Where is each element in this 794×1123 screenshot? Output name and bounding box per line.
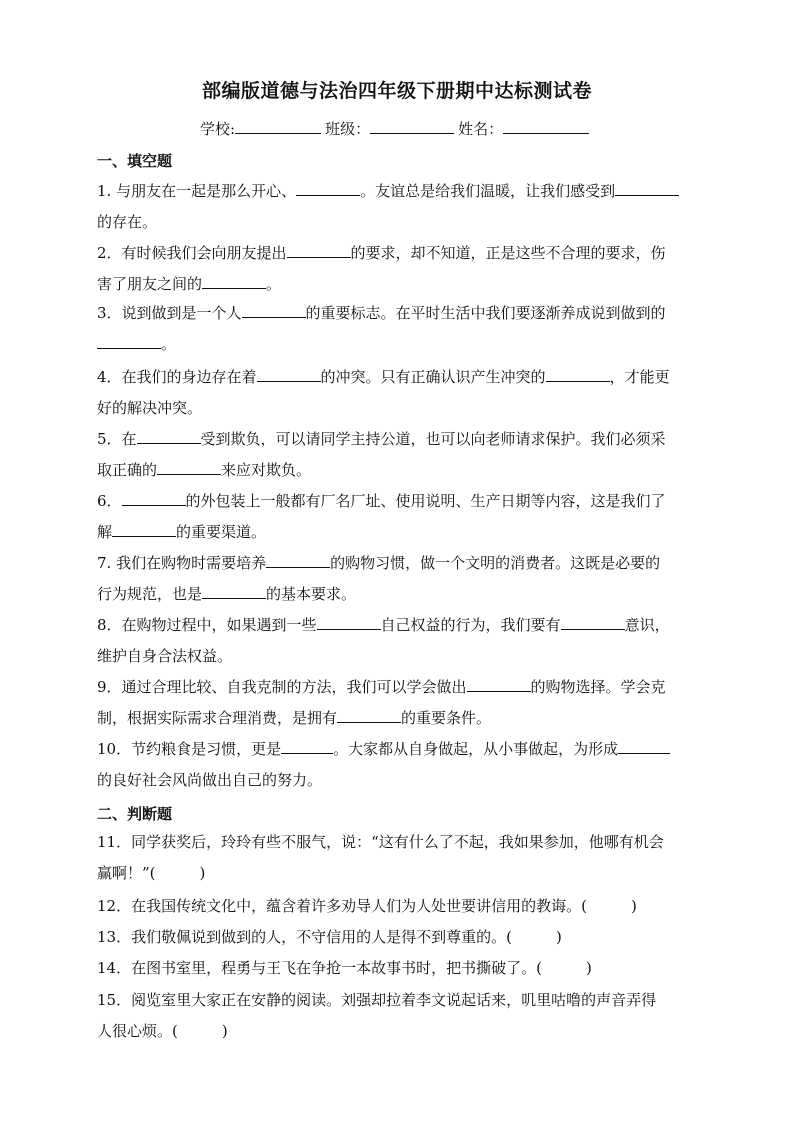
question-3 bbox=[97, 298, 697, 360]
answer-blank[interactable] bbox=[257, 363, 321, 382]
question-text: 9．通过合理比较、自我克制的方法，我们可以学会做出 bbox=[97, 678, 467, 696]
question-12 bbox=[97, 891, 697, 922]
question-text: 13．我们敬佩说到做到的人，不守信用的人是得不到尊重的。( bbox=[97, 928, 512, 946]
question-text: 1. 与朋友在一起是那么开心、 bbox=[97, 182, 297, 200]
name-label: 姓名： bbox=[458, 120, 504, 138]
answer-blank[interactable] bbox=[157, 456, 221, 475]
question-text: 行为规范，也是 bbox=[97, 585, 203, 603]
question-text: 的良好社会风尚做出自己的努力。 bbox=[97, 771, 323, 789]
question-4 bbox=[97, 362, 697, 424]
section-heading-judge: 二、判断题 bbox=[97, 805, 173, 823]
question-text: 15．阅览室里大家正在安静的阅读。刘强却拉着李文说起话来，叽里咕噜的声音弄得 bbox=[97, 991, 657, 1009]
question-text: 的重要标志。在平时生活中我们要逐渐养成说到做到的 bbox=[305, 304, 666, 322]
question-7 bbox=[97, 548, 697, 610]
question-6 bbox=[97, 486, 697, 548]
answer-blank[interactable] bbox=[546, 363, 610, 382]
question-text: 赢啊！”( bbox=[97, 864, 156, 882]
question-14 bbox=[97, 953, 697, 984]
question-text: 解 bbox=[97, 523, 113, 541]
question-text: 的基本要求。 bbox=[266, 585, 357, 603]
question-text: 11．同学获奖后，玲玲有些不服气，说：“这有什么了不起，我如果参加，他哪有机会 bbox=[97, 833, 664, 851]
question-text: 意识， bbox=[624, 616, 670, 634]
answer-blank[interactable] bbox=[122, 487, 186, 506]
answer-blank[interactable] bbox=[561, 611, 625, 630]
name-blank[interactable] bbox=[503, 119, 589, 134]
answer-blank[interactable] bbox=[97, 330, 161, 349]
question-11 bbox=[97, 827, 697, 889]
answer-blank[interactable] bbox=[618, 735, 670, 754]
question-15 bbox=[97, 985, 697, 1047]
question-text: 。 bbox=[161, 335, 177, 353]
class-blank[interactable] bbox=[370, 119, 454, 134]
page-title: 部编版道德与法治四年级下册期中达标测试卷 bbox=[201, 80, 592, 102]
answer-blank[interactable] bbox=[281, 735, 333, 754]
question-text: 的冲突。只有正确认识产生冲突的 bbox=[320, 368, 546, 386]
answer-blank[interactable] bbox=[202, 580, 266, 599]
question-text: 的重要渠道。 bbox=[176, 523, 267, 541]
question-text: 10．节约粮食是习惯，更是 bbox=[97, 740, 282, 758]
question-text: 人很心烦。( bbox=[97, 1022, 178, 1040]
question-text: ) bbox=[221, 1022, 228, 1040]
question-text: 的要求，却不知道，正是这些不合理的要求，伤 bbox=[350, 244, 666, 262]
question-2 bbox=[97, 238, 697, 300]
question-text: ) bbox=[199, 864, 206, 882]
question-text: 好的解决冲突。 bbox=[97, 399, 203, 417]
question-text: 害了朋友之间的 bbox=[97, 275, 203, 293]
question-text: 取正确的 bbox=[97, 461, 158, 479]
question-text: 7. 我们在购物时需要培养 bbox=[97, 554, 267, 572]
answer-blank[interactable] bbox=[242, 299, 306, 318]
question-10 bbox=[97, 734, 697, 796]
question-text: 的存在。 bbox=[97, 213, 158, 231]
question-text: 来应对欺负。 bbox=[221, 461, 312, 479]
question-text: 12．在我国传统文化中，蕴含着许多劝导人们为人处世要讲信用的教诲。( bbox=[97, 897, 587, 915]
school-blank[interactable] bbox=[235, 119, 321, 134]
answer-blank[interactable] bbox=[202, 270, 266, 289]
question-text: ) bbox=[630, 897, 637, 915]
question-8 bbox=[97, 610, 697, 672]
question-text: ) bbox=[555, 928, 562, 946]
question-text: 制，根据实际需求合理消费，是拥有 bbox=[97, 709, 338, 727]
question-text: 4．在我们的身边存在着 bbox=[97, 368, 257, 386]
question-text: 14．在图书室里，程勇与王飞在争抢一本故事书时，把书撕破了。( bbox=[97, 959, 542, 977]
question-5 bbox=[97, 424, 697, 486]
question-text: 8．在购物过程中，如果遇到一些 bbox=[97, 616, 317, 634]
question-text: 的外包装上一般都有厂名厂址、使用说明、生产日期等内容，这是我们了 bbox=[185, 492, 666, 510]
class-label: 班级： bbox=[325, 120, 371, 138]
question-text: 的重要条件。 bbox=[401, 709, 492, 727]
question-text: 6． bbox=[97, 492, 122, 510]
question-1 bbox=[97, 176, 697, 238]
answer-blank[interactable] bbox=[287, 239, 351, 258]
question-13 bbox=[97, 922, 697, 953]
question-text: ) bbox=[585, 959, 592, 977]
answer-blank[interactable] bbox=[112, 518, 176, 537]
question-text: 自己权益的行为，我们要有 bbox=[380, 616, 561, 634]
question-text: 的购物习惯，做一个文明的消费者。这既是必要的 bbox=[330, 554, 661, 572]
question-text: 。大家都从自身做起，从小事做起，为形成 bbox=[333, 740, 619, 758]
section-heading-fill-in: 一、填空题 bbox=[97, 152, 173, 170]
question-text: 5．在 bbox=[97, 430, 137, 448]
question-text: 。友谊总是给我们温暖，让我们感受到 bbox=[360, 182, 616, 200]
question-text: ，才能更 bbox=[609, 368, 670, 386]
school-label: 学校: bbox=[200, 120, 236, 138]
student-info-line bbox=[200, 118, 620, 139]
answer-blank[interactable] bbox=[266, 549, 330, 568]
question-text: 的购物选择。学会克 bbox=[530, 678, 666, 696]
question-text: 。 bbox=[266, 275, 282, 293]
answer-blank[interactable] bbox=[296, 177, 360, 196]
question-text: 2．有时候我们会向朋友提出 bbox=[97, 244, 287, 262]
question-text: 受到欺负，可以请同学主持公道，也可以向老师请求保护。我们必须采 bbox=[200, 430, 666, 448]
answer-blank[interactable] bbox=[317, 611, 381, 630]
answer-blank[interactable] bbox=[467, 673, 531, 692]
question-text: 维护自身合法权益。 bbox=[97, 647, 233, 665]
answer-blank[interactable] bbox=[337, 704, 401, 723]
answer-blank[interactable] bbox=[615, 177, 679, 196]
question-9 bbox=[97, 672, 697, 734]
answer-blank[interactable] bbox=[137, 425, 201, 444]
question-text: 3．说到做到是一个人 bbox=[97, 304, 242, 322]
